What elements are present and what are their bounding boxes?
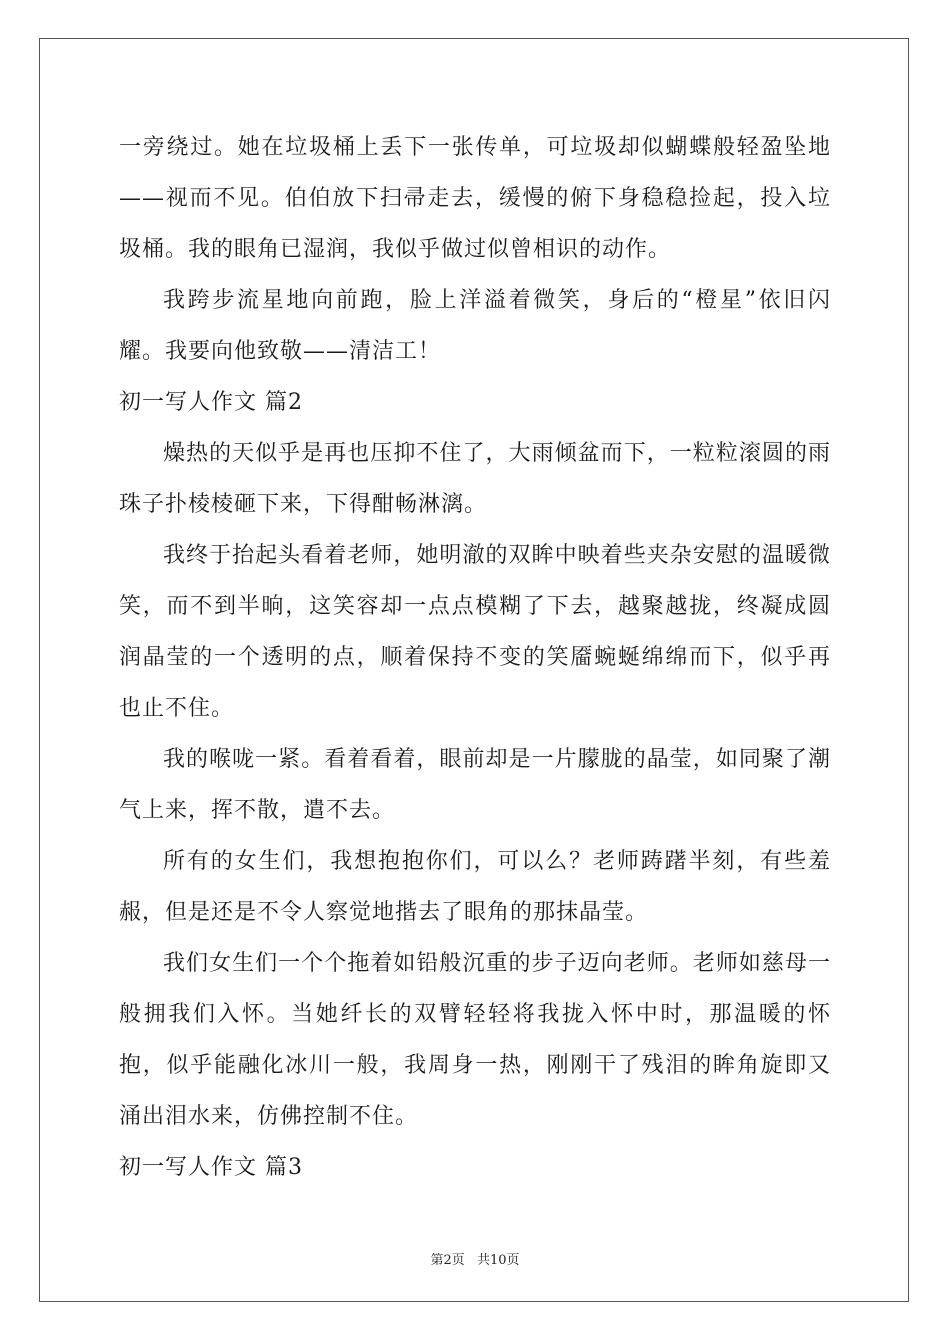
section2-paragraph-4: 所有的女生们，我想抱抱你们，可以么？老师踌躇半刻，有些羞赧，但是还是不令人察觉地揩去了眼角的那抹晶莹。 xyxy=(119,849,831,925)
page-total: 共10页 xyxy=(476,1253,520,1268)
section2-paragraph-3: 我的喉咙一紧。看着看着，眼前却是一片朦胧的晶莹，如同聚了潮气上来，挥不散，遣不去。 xyxy=(119,747,831,823)
section2-paragraph-1: 燥热的天似乎是再也压抑不住了，大雨倾盆而下，一粒粒滚圆的雨珠子扑棱棱砸下来，下得酣畅淋漓。 xyxy=(119,441,831,517)
document-body xyxy=(119,122,831,1193)
paragraph-2: 我跨步流星地向前跑，脸上洋溢着微笑，身后的“橙星”依旧闪耀。我要向他致敬——清洁工！ xyxy=(119,288,831,364)
paragraph-1: 一旁绕过。她在垃圾桶上丢下一张传单，可垃圾却似蝴蝶般轻盈坠地——视而不见。伯伯放下扫帚走去，缓慢的俯下身稳稳捡起，投入垃圾桶。我的眼角已湿润，我似乎做过似曾相识的动作。 xyxy=(119,135,831,262)
page-number: 第2页 xyxy=(430,1253,465,1268)
section2-paragraph-2: 我终于抬起头看着老师，她明澈的双眸中映着些夹杂安慰的温暖微笑，而不到半晌，这笑容却一点点模糊了下去，越聚越拢，终凝成圆润晶莹的一个透明的点，顺着保持不变的笑靥蜿蜒绵绵而下，似乎再也止不住。 xyxy=(119,543,831,721)
section-heading-2: 初一写人作文 篇2 xyxy=(119,390,303,415)
section2-paragraph-5: 我们女生们一个个拖着如铅般沉重的步子迈向老师。老师如慈母一般拥我们入怀。当她纤长的双臂轻轻将我拢入怀中时，那温暖的怀抱，似乎能融化冰川一般，我周身一热，刚刚干了残泪的眸角旋即又涌出泪水来，仿佛控制不住。 xyxy=(119,951,831,1129)
section-heading-3: 初一写人作文 篇3 xyxy=(119,1155,303,1180)
page-footer xyxy=(0,1249,950,1268)
